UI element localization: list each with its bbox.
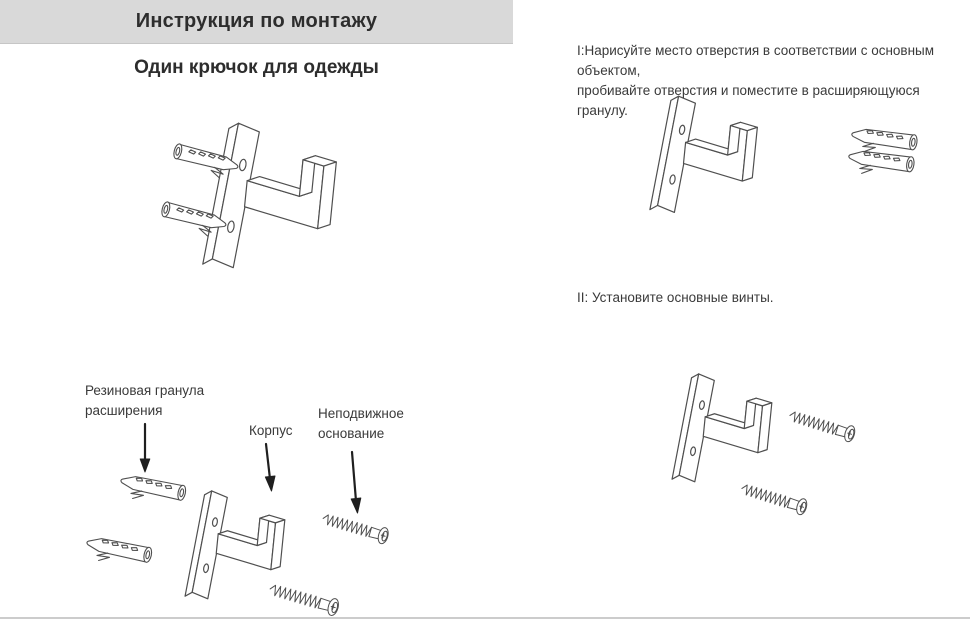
step2-line1: II: Установите основные винты.	[577, 290, 774, 305]
screw-icon-exploded-1	[321, 511, 390, 545]
arrow-down-icon-anchor	[140, 424, 150, 472]
page-title: Инструкция по монтажу	[135, 10, 378, 32]
label-body-text: Корпус	[249, 423, 293, 438]
hook-drawing-step2	[672, 374, 772, 482]
dowel-icon-exploded-2	[84, 534, 153, 571]
label-fixed-base-line2: основание	[318, 426, 385, 441]
arrow-down-icon-body	[265, 444, 275, 491]
subtitle: Один крючок для одежды	[134, 57, 379, 78]
label-fixed-base	[318, 404, 404, 444]
label-expansion-anchor	[85, 381, 204, 421]
hook-drawing-main	[203, 123, 337, 267]
screw-icon-exploded-2	[268, 581, 340, 617]
screw-icon-step2-2	[740, 481, 809, 516]
hook-drawing-exploded	[185, 491, 285, 599]
screw-icon-step2-1	[788, 408, 857, 443]
dowel-icon-step1-2	[847, 148, 915, 180]
label-body	[249, 421, 293, 441]
arrow-down-icon-base	[351, 452, 361, 513]
dowel-icon-exploded-1	[118, 472, 187, 509]
step1-line1: I:Нарисуйте место отверстия в соответствии с основным объектом,	[577, 43, 935, 78]
step1-instruction	[577, 41, 969, 121]
step1-line2: пробивайте отверстия и поместите в расширяющуюся гранулу.	[577, 83, 920, 118]
step2-instruction	[577, 288, 969, 308]
label-expansion-anchor-line1: Резиновая гранула	[85, 383, 205, 398]
label-fixed-base-line1: Неподвижное	[318, 406, 404, 421]
label-expansion-anchor-line2: расширения	[85, 403, 163, 418]
